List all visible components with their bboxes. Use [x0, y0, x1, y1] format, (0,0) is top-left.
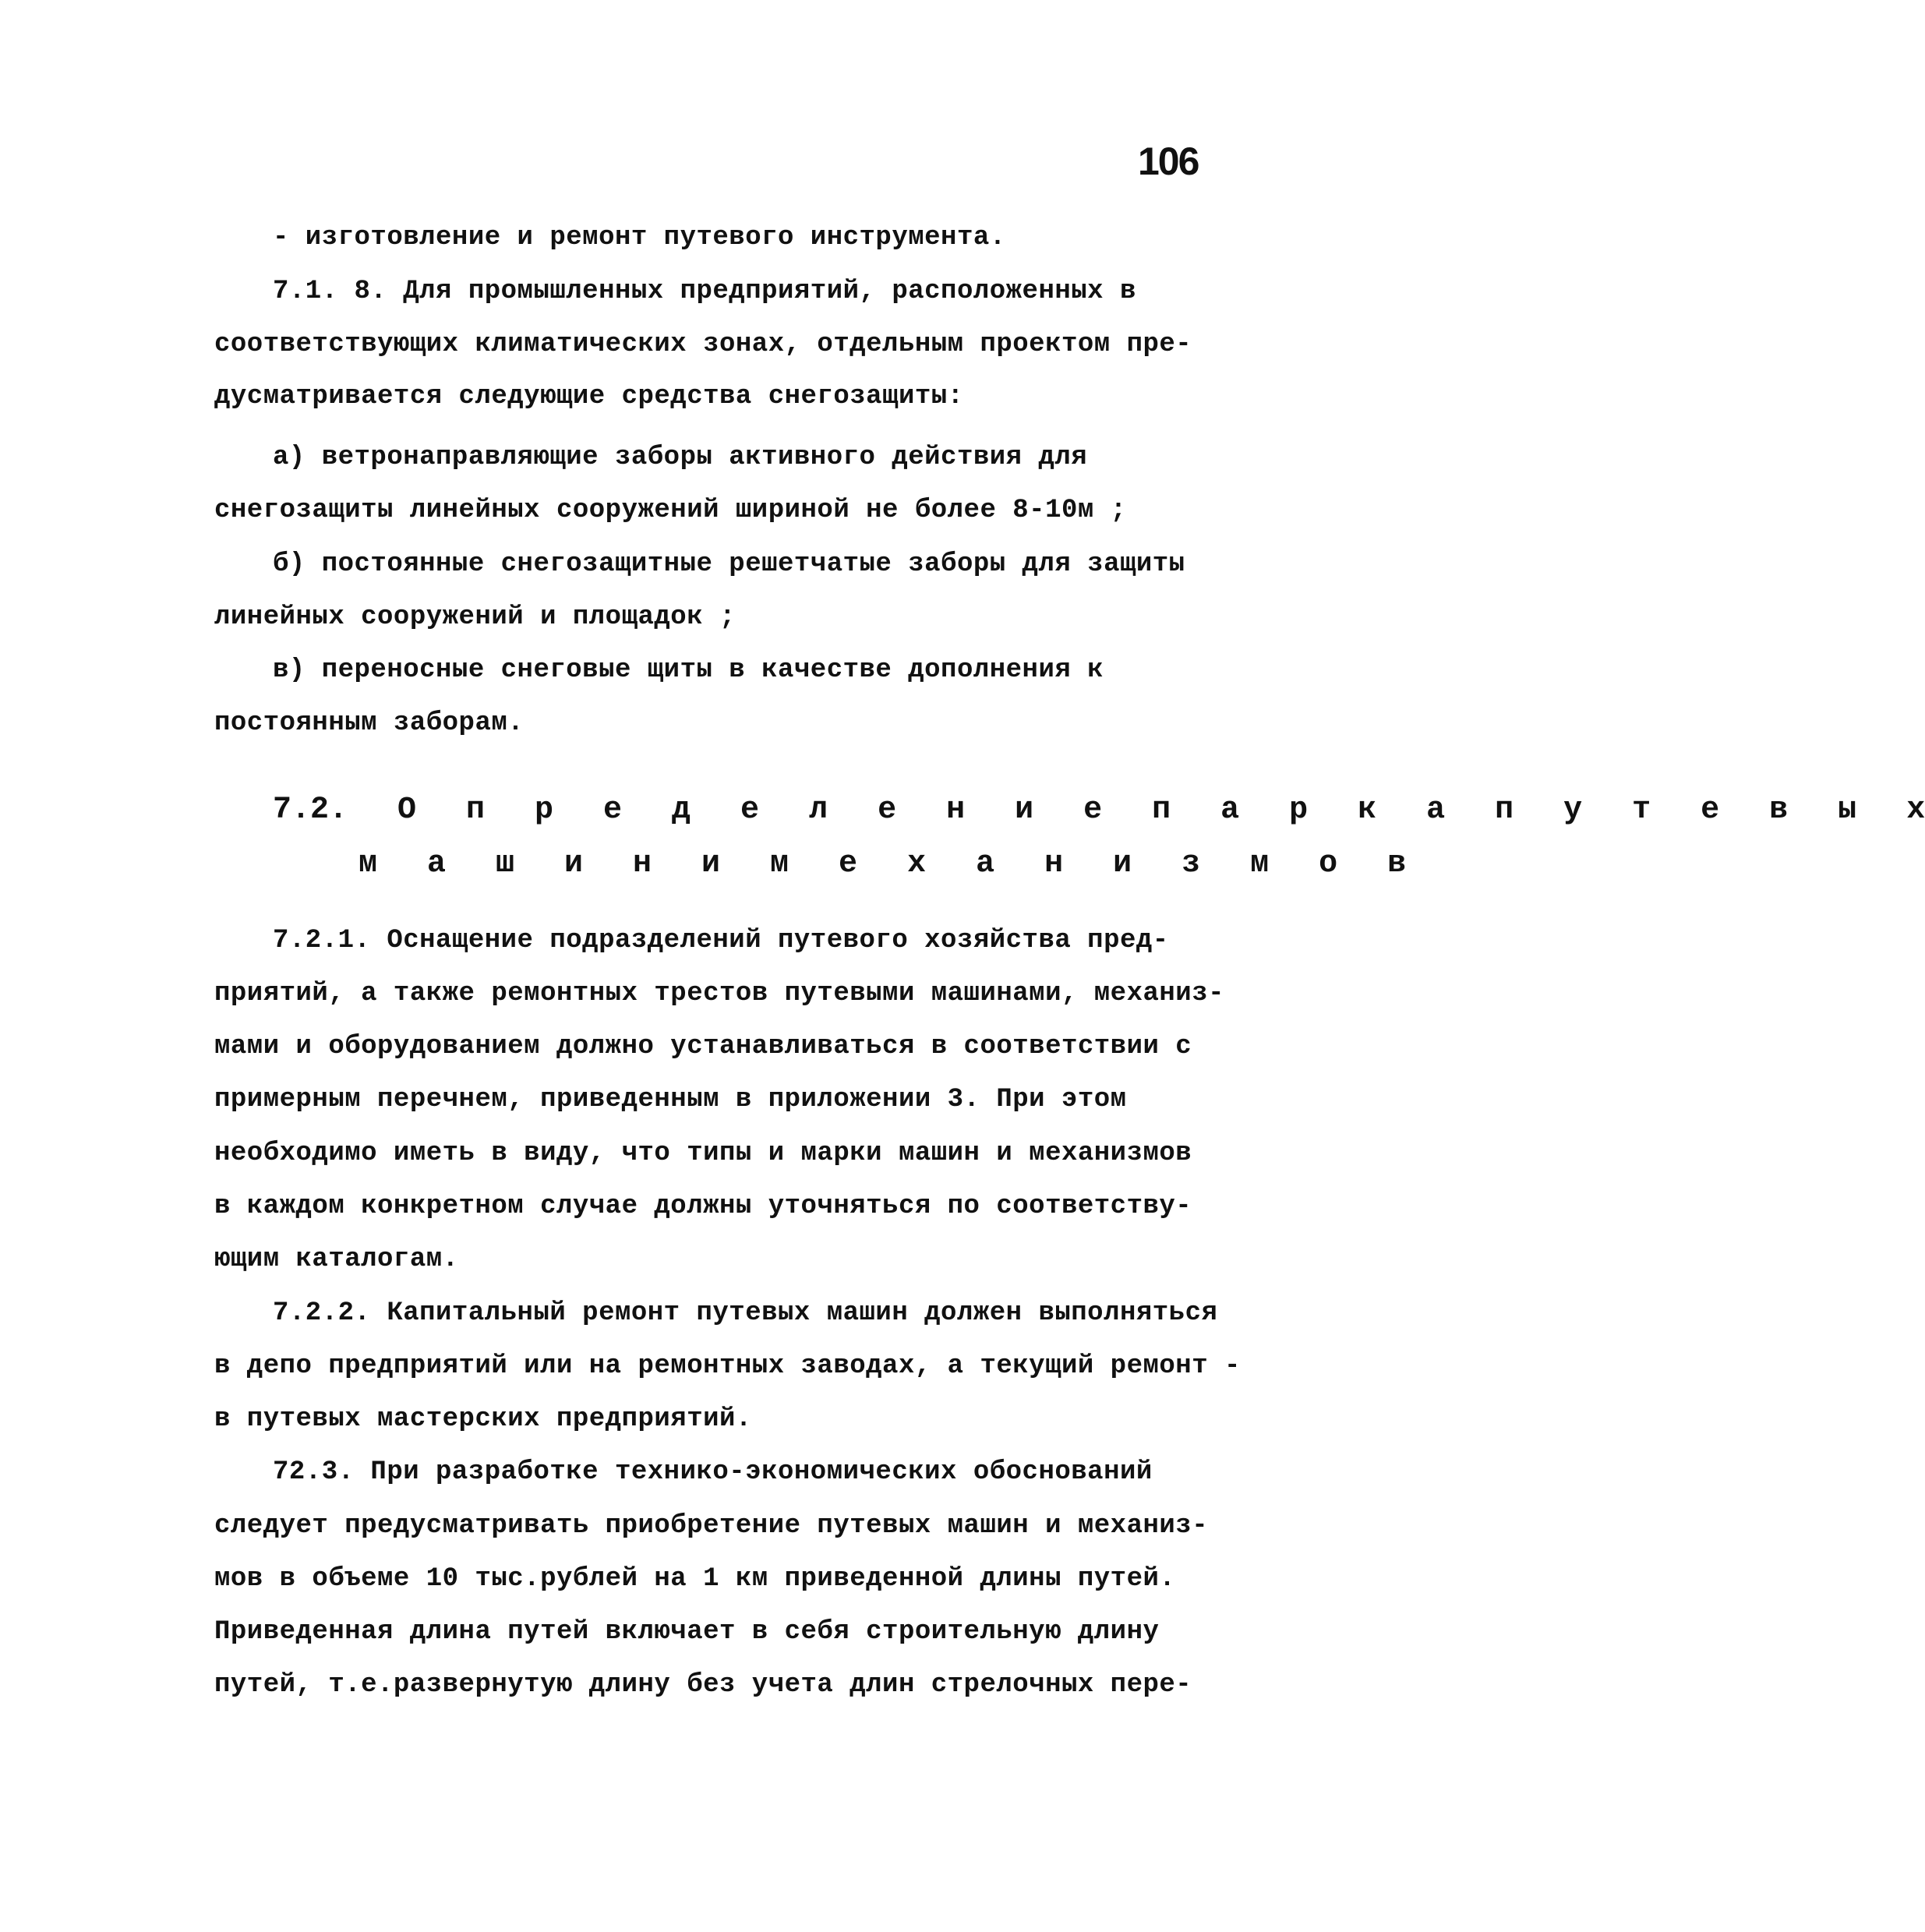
- text-line: в депо предприятий или на ремонтных заводах, а текущий ремонт -: [214, 1351, 1241, 1381]
- text-line: в путевых мастерских предприятий.: [214, 1404, 752, 1434]
- text-line: - изготовление и ремонт путевого инструмента.: [273, 223, 1006, 253]
- text-line: соответствующих климатических зонах, отдельным проектом пре-: [214, 330, 1192, 359]
- text-line: в каждом конкретном случае должны уточняться по соответству-: [214, 1192, 1192, 1221]
- text-line: дусматривается следующие средства снегозащиты:: [214, 382, 964, 411]
- text-line: ющим каталогам.: [214, 1245, 459, 1274]
- text-line: мами и оборудованием должно устанавливаться в соответствии с: [214, 1032, 1192, 1061]
- text-line: следует предусматривать приобретение путевых машин и механиз-: [214, 1511, 1209, 1541]
- text-line: примерным перечнем, приведенным в приложении 3. При этом: [214, 1085, 1127, 1114]
- page-number: 106: [1138, 140, 1199, 183]
- text-line: а) ветронаправляющие заборы активного действия для: [273, 443, 1088, 472]
- text-line: мов в объеме 10 тыс.рублей на 1 км приведенной длины путей.: [214, 1564, 1176, 1594]
- section-heading: 7.2. О п р е д е л е н и е п а р к а п у т е в ы х: [273, 793, 1925, 828]
- text-line: 72.3. При разработке технико-экономических обоснований: [273, 1457, 1153, 1487]
- text-line: приятий, а также ремонтных трестов путевыми машинами, механиз-: [214, 979, 1225, 1008]
- text-line: б) постоянные снегозащитные решетчатые заборы для защиты: [273, 549, 1185, 579]
- text-line: линейных сооружений и площадок ;: [214, 602, 736, 632]
- text-line: снегозащиты линейных сооружений шириной не более 8-10м ;: [214, 496, 1127, 525]
- text-line: в) переносные снеговые щиты в качестве дополнения к: [273, 655, 1104, 685]
- text-line: постоянным заборам.: [214, 708, 525, 738]
- text-line: необходимо иметь в виду, что типы и марки машин и механизмов: [214, 1139, 1192, 1168]
- text-line: путей, т.е.развернутую длину без учета длин стрелочных пере-: [214, 1670, 1192, 1700]
- section-heading: м а ш и н и м е х а н и з м о в: [359, 846, 1407, 881]
- text-line: 7.1. 8. Для промышленных предприятий, расположенных в: [273, 277, 1136, 306]
- text-line: Приведенная длина путей включает в себя строительную длину: [214, 1617, 1160, 1647]
- text-line: 7.2.2. Капитальный ремонт путевых машин должен выполняться: [273, 1298, 1218, 1328]
- text-line: 7.2.1. Оснащение подразделений путевого хозяйства пред-: [273, 926, 1169, 955]
